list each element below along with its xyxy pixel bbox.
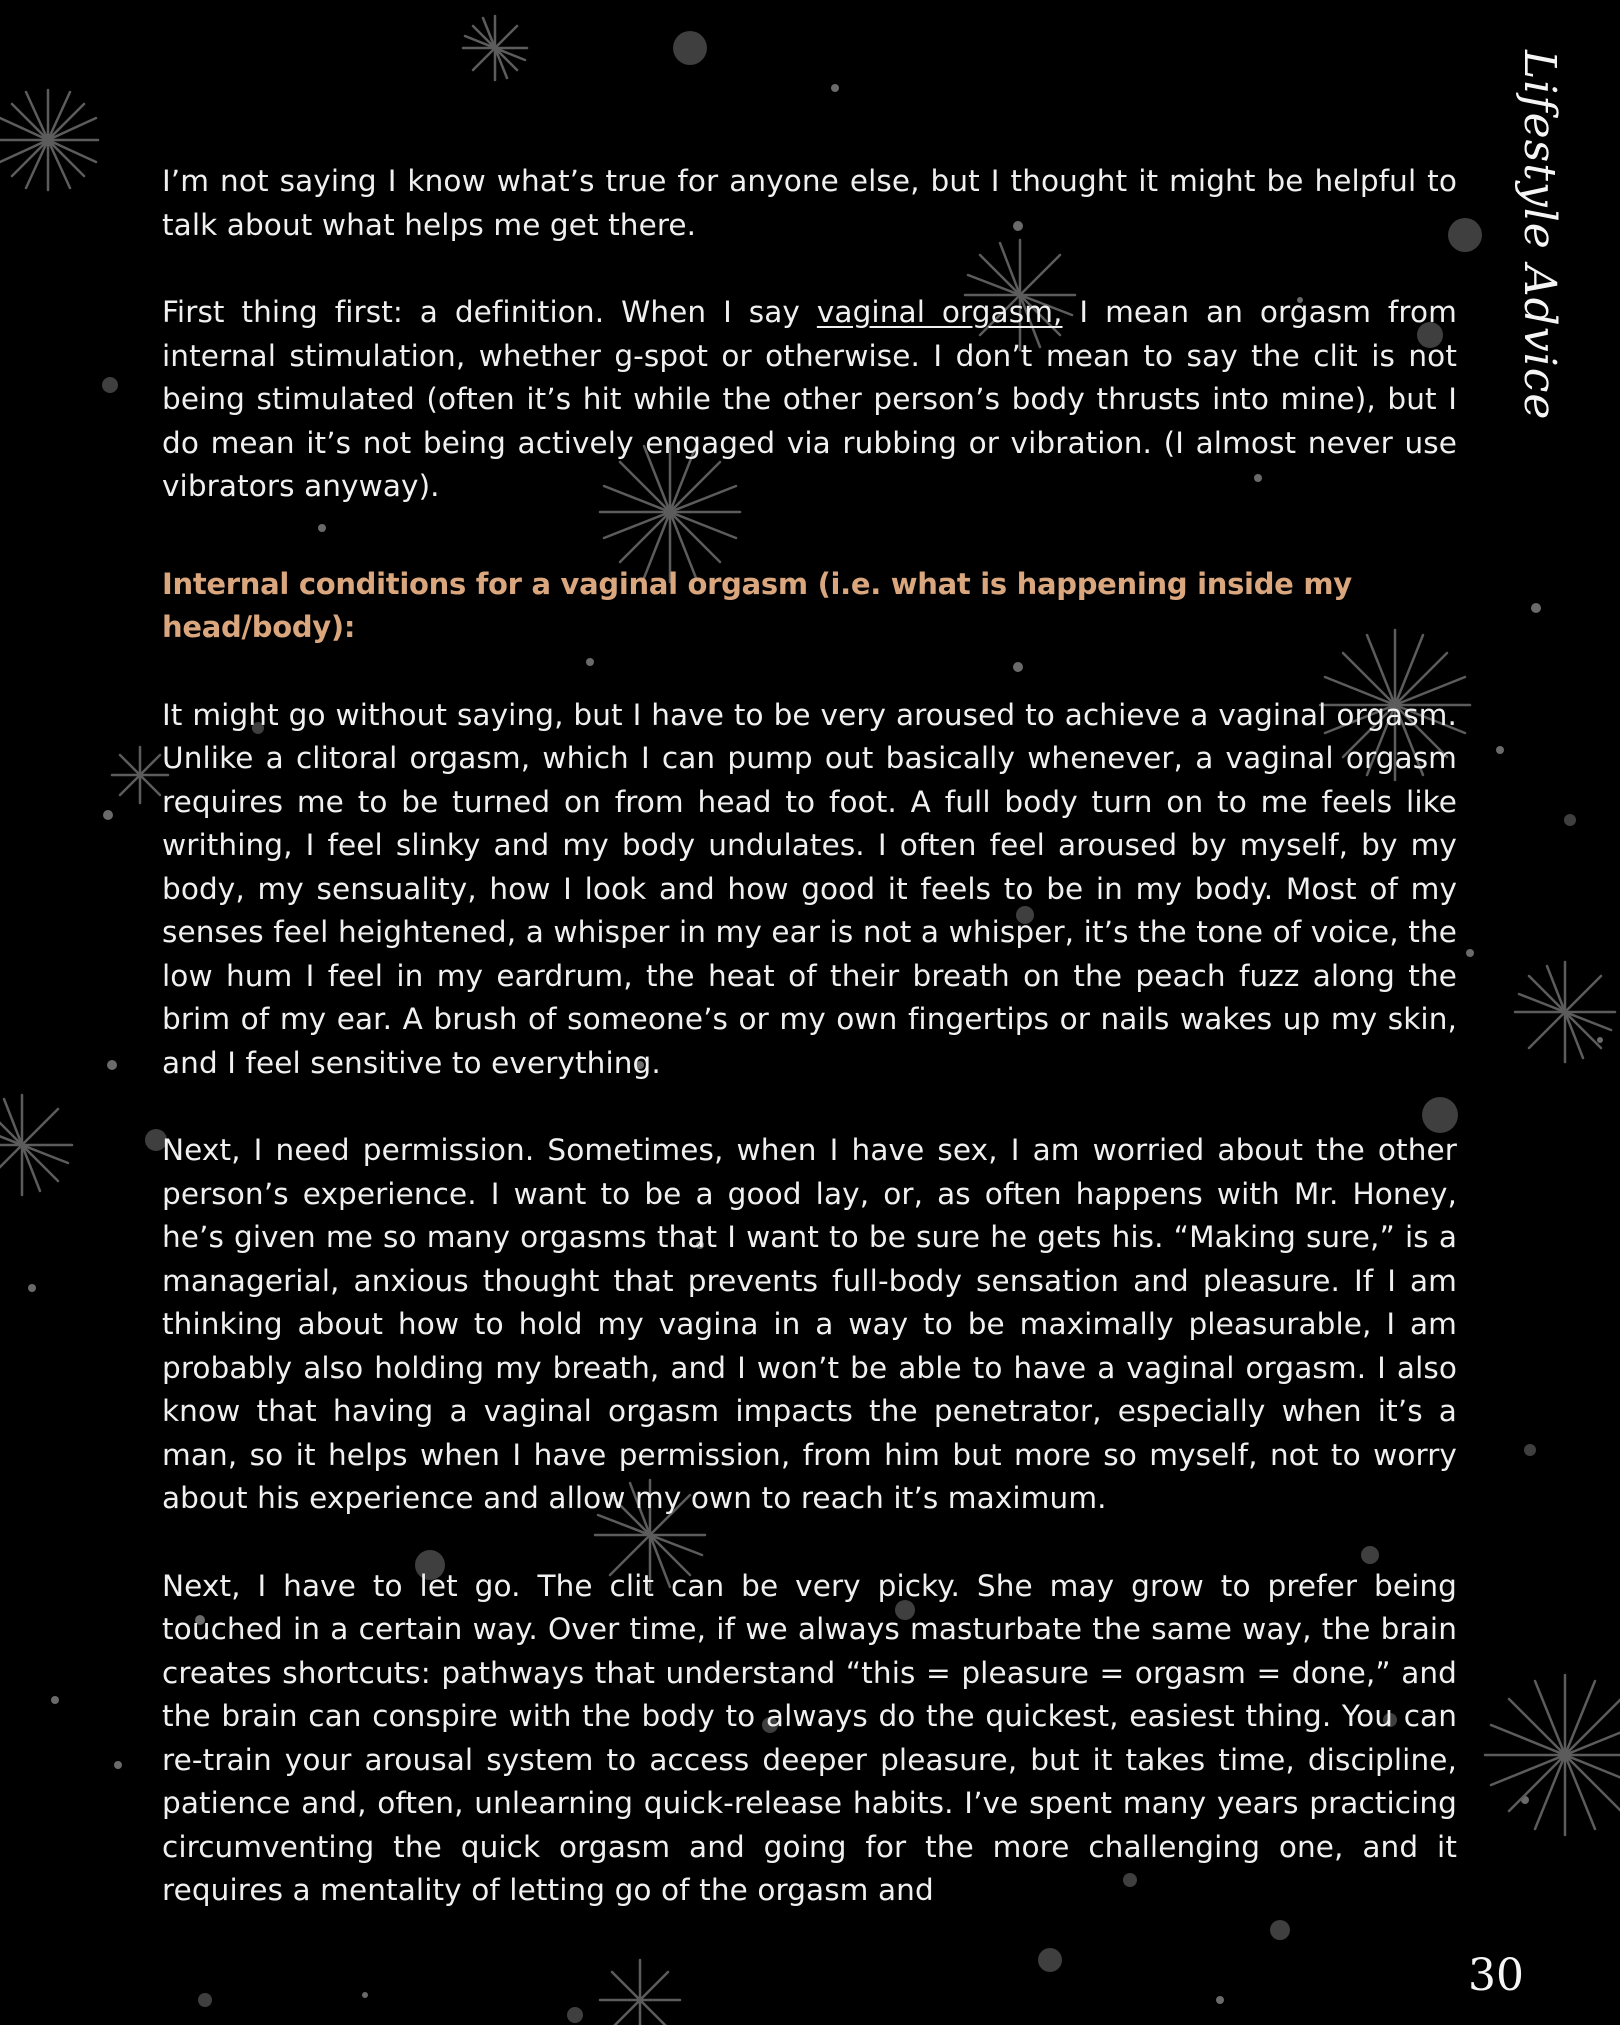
term-vaginal-orgasm: vaginal orgasm, bbox=[816, 295, 1063, 329]
paragraph-permission: Next, I need permission. Sometimes, when I have sex, I am worried about the other person’s experience. I want to be a good lay, or, as often happens with Mr. Honey, he’s given me so many orgasms that I want to be sure he gets his. “Making sure,” is a managerial, anxious thought that prevents full-body sensation and pleasure. If I am thinking about how to hold my vagina in a way to be maximally pleasurable, I am probably also holding my breath, and I won’t be able to have a vaginal orgasm. I also know that having a vaginal orgasm impacts the penetrator, especially when it’s a man, so it helps when I have permission, from him but more so myself, not to worry about his experience and allow my own to reach it’s maximum. bbox=[162, 1133, 1457, 1515]
definition-rest-text: I mean an orgasm from internal stimulation, whether g-spot or otherwise. I don’t mean to say the clit is not being stimulated (often it’s hit while the other person’s body thrusts into mine), but I do mean it’s not being actively engaged via rubbing or vibration. (I almost never use vibrators anyway). bbox=[162, 295, 1457, 503]
paragraph-let-go: Next, I have to let go. The clit can be very picky. She may grow to prefer being touched in a certain way. Over time, if we always masturbate the same way, the brain creates shortcuts: pathways that understand “this = pleasure = orgasm = done,” and the brain can conspire with the body to always do the quickest, easiest thing. You can re-train your arousal system to access deeper pleasure, but it takes time, discipline, patience and, often, unlearning quick-release habits. I’ve spent many years practicing circumventing the quick orgasm and going for the more challenging one, and it requires a mentality of letting go of the orgasm and bbox=[162, 1568, 1457, 1907]
section-heading: Internal conditions for a vaginal orgasm (i.e. what is happening inside my head/body): bbox=[162, 566, 1352, 644]
article-body bbox=[162, 160, 1457, 1957]
paragraph-definition bbox=[162, 291, 1457, 509]
paragraph-arousal: It might go without saying, but I have to be very aroused to achieve a vaginal orgasm. Unlike a clitoral orgasm, which I can pump out basically whenever, a vaginal orgasm requires me to be turned on from head to foot. A full body turn on to me feels like writhing, I feel slinky and my body undulates. I often feel aroused by myself, by my body, my sensuality, how I look and how good it feels to be in my body. Most of my senses feel heightened, a whisper in my ear is not a whisper, it’s the tone of voice, the low hum I feel in my eardrum, the heat of their breath on the peach fuzz along the brim of my ear. A brush of someone’s or my own fingertips or nails wakes up my skin, and I feel sensitive to everything. bbox=[162, 697, 1457, 1080]
paragraph-intro: I’m not saying I know what’s true for anyone else, but I thought it might be helpful to talk about what helps me get there. bbox=[162, 164, 1457, 242]
section-title: Lifestyle Advice bbox=[1514, 50, 1565, 421]
page-number: 30 bbox=[1468, 1950, 1524, 2001]
definition-lead-text: First thing first: a definition. When I say bbox=[162, 295, 817, 329]
